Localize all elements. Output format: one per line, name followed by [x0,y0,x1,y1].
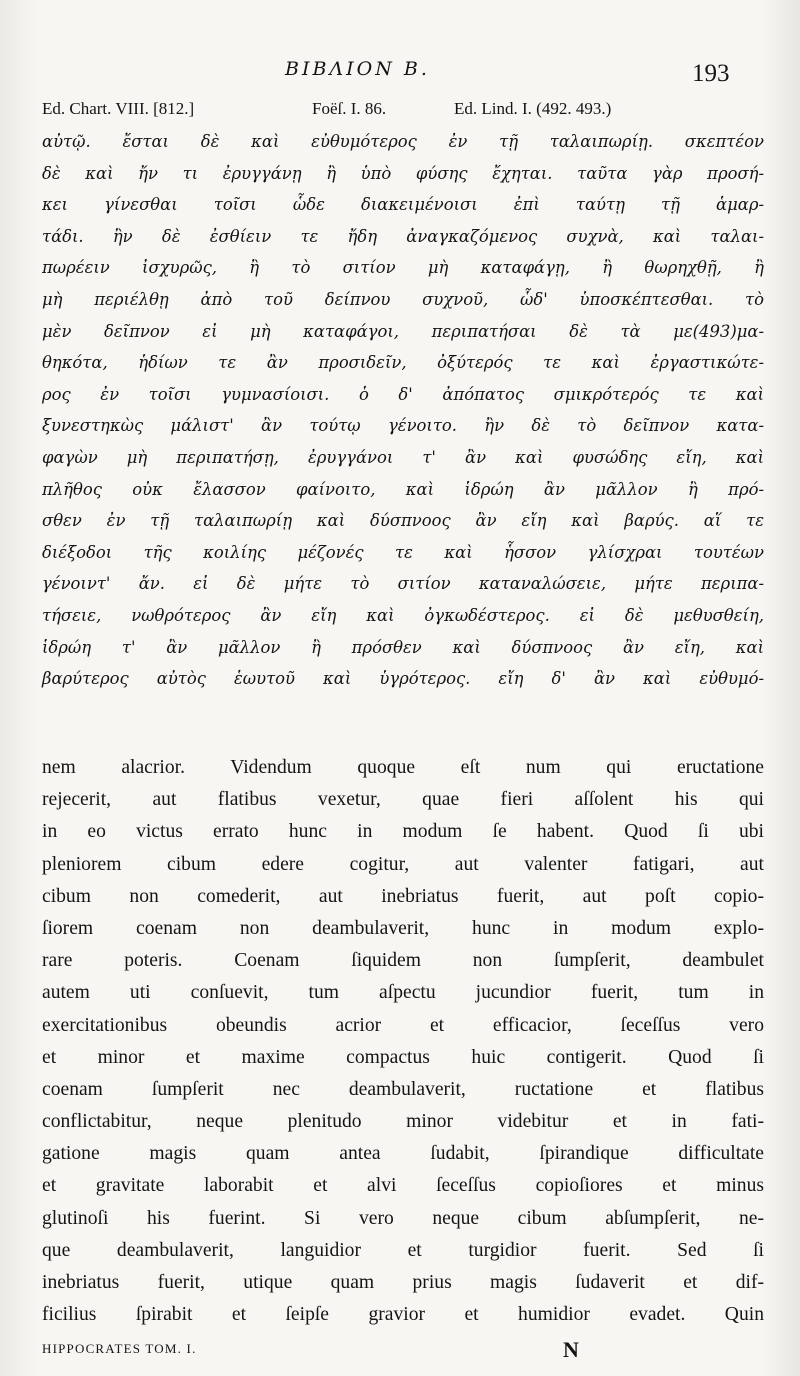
latin-line: coenam ſumpſerit nec deambulaverit, ructatione et flatibus [42,1078,764,1100]
greek-line: φαγὼν μὴ περιπατήσῃ, ἐρυγγάνοι τ' ἂν καὶ φυσώδης εἴη, καὶ [42,447,764,467]
greek-line: βαρύτερος αὐτὸς ἑωυτοῦ καὶ ὑγρότερος. εἴη δ' ἂν καὶ εὐθυμό- [42,669,764,689]
footer-volume-title: HIPPOCRATES TOM. I. [42,1341,197,1356]
greek-line: μὴ περιέλθῃ ἀπὸ τοῦ δείπνου συχνοῦ, ὧδ' ὑποσκέπτεσθαι. τὸ [42,289,764,309]
greek-line: δὲ καὶ ἤν τι ἐρυγγάνῃ ἢ ὑπὸ φύσης ἔχηται. ταῦτα γὰρ προσή- [42,163,764,183]
latin-line: exercitationibus obeundis acrior et efficacior, ſeceſſus vero [42,1014,764,1036]
running-head [0,58,800,88]
latin-line: et minor et maxime compactus huic contigerit. Quod ſi [42,1046,764,1068]
latin-line: ficilius ſpirabit et ſeipſe gravior et humidior evadet. Quin [42,1304,764,1326]
page-footer [42,1337,762,1367]
greek-line: αὐτῷ. ἔσται δὲ καὶ εὐθυμότερος ἐν τῇ ταλαιπωρίῃ. σκεπτέον [42,132,764,151]
latin-line: cibum non comederit, aut inebriatus fuerit, aut poſt copio- [42,885,764,907]
greek-line: ρος ἐν τοῖσι γυμνασίοισι. ὁ δ' ἀπόπατος σμικρότερός τε καὶ [42,384,764,404]
signature-mark: N [563,1337,579,1362]
greek-line: θηκότα, ἡδίων τε ἂν προσιδεῖν, ὀξύτερός τε καὶ ἐργαστικώτε- [42,353,764,373]
greek-line: ξυνεστηκὼς μάλιστ' ἂν τούτῳ γένοιτο. ἢν δὲ τὸ δεῖπνον κατα- [42,416,764,436]
latin-line: gatione magis quam antea ſudabit, ſpirandique difficultate [42,1143,764,1165]
greek-line: τήσειε, νωθρότερος ἂν εἴη καὶ ὀγκωδέστερος. εἰ δὲ μεθυσθείη, [42,605,764,625]
latin-text-block [42,752,764,1331]
book-title: ΒΙΒΛΙΟΝ Β. [285,58,430,80]
greek-line: γένοιντ' ἄν. εἰ δὲ μήτε τὸ σιτίον καταναλώσειε, μήτε περιπα- [42,574,764,594]
edition-ref-chart: Ed. Chart. VIII. [812.] [42,99,195,118]
latin-line: conflictabitur, neque plenitudo minor videbitur et in fati- [42,1111,764,1133]
latin-line: nem alacrior. Videndum quoque eſt num qui eructatione [42,757,764,778]
section-divider [42,736,764,737]
latin-line: rare poteris. Coenam ſiquidem non ſumpſerit, deambulet [42,950,764,972]
greek-line: κει γίνεσθαι τοῖσι ὧδε διακειμένοισι ἐπὶ ταύτῃ τῇ ἁμαρ- [42,195,764,215]
edition-ref-lind: Ed. Lind. I. (492. 493.) [454,99,612,118]
latin-line: ſiorem coenam non deambulaverit, hunc in modum explo- [42,917,764,939]
greek-line: τάδι. ἢν δὲ ἐσθίειν τε ἤδη ἀναγκαζόμενος συχνὰ, καὶ ταλαι- [42,226,764,246]
latin-line: que deambulaverit, languidior et turgidior fuerit. Sed ſi [42,1239,764,1261]
edition-ref-foes: Foëſ. I. 86. [312,99,387,118]
greek-line: πωρέειν ἰσχυρῶς, ἢ τὸ σιτίον μὴ καταφάγῃ, ἢ θωρηχθῇ, ἢ [42,258,764,278]
page-number: 193 [692,60,730,87]
latin-line: et gravitate laborabit et alvi ſeceſſus copioſiores et minus [42,1175,764,1197]
greek-line: σθεν ἐν τῇ ταλαιπωρίῃ καὶ δύσπνοος ἂν εἴη καὶ βαρύς. αἵ τε [42,511,764,531]
greek-line: πλῆθος οὐκ ἔλασσον φαίνοιτο, καὶ ἱδρώη ἂν μᾶλλον ἢ πρό- [42,479,764,499]
greek-line: μὲν δεῖπνον εἰ μὴ καταφάγοι, περιπατήσαι δὲ τὰ με(493)μα- [42,321,764,341]
greek-line: ἱδρώη τ' ἂν μᾶλλον ἢ πρόσθεν καὶ δύσπνοος ἂν εἴη, καὶ [42,637,764,657]
latin-line: in eo victus errato hunc in modum ſe habent. Quod ſi ubi [42,821,764,843]
latin-line: glutinoſi his fuerint. Si vero neque cibum abſumpſerit, ne- [42,1207,764,1229]
latin-line: autem uti conſuevit, tum aſpectu jucundior fuerit, tum in [42,982,764,1004]
latin-line: rejecerit, aut flatibus vexetur, quae fieri aſſolent his qui [42,789,764,811]
greek-line: διέξοδοι τῆς κοιλίης μέζονές τε καὶ ἧσσον γλίσχραι τουτέων [42,542,764,562]
latin-line: inebriatus fuerit, utique quam prius magis ſudaverit et dif- [42,1272,764,1293]
latin-line: pleniorem cibum edere cogitur, aut valenter fatigari, aut [42,853,764,875]
greek-text-block [42,126,764,695]
